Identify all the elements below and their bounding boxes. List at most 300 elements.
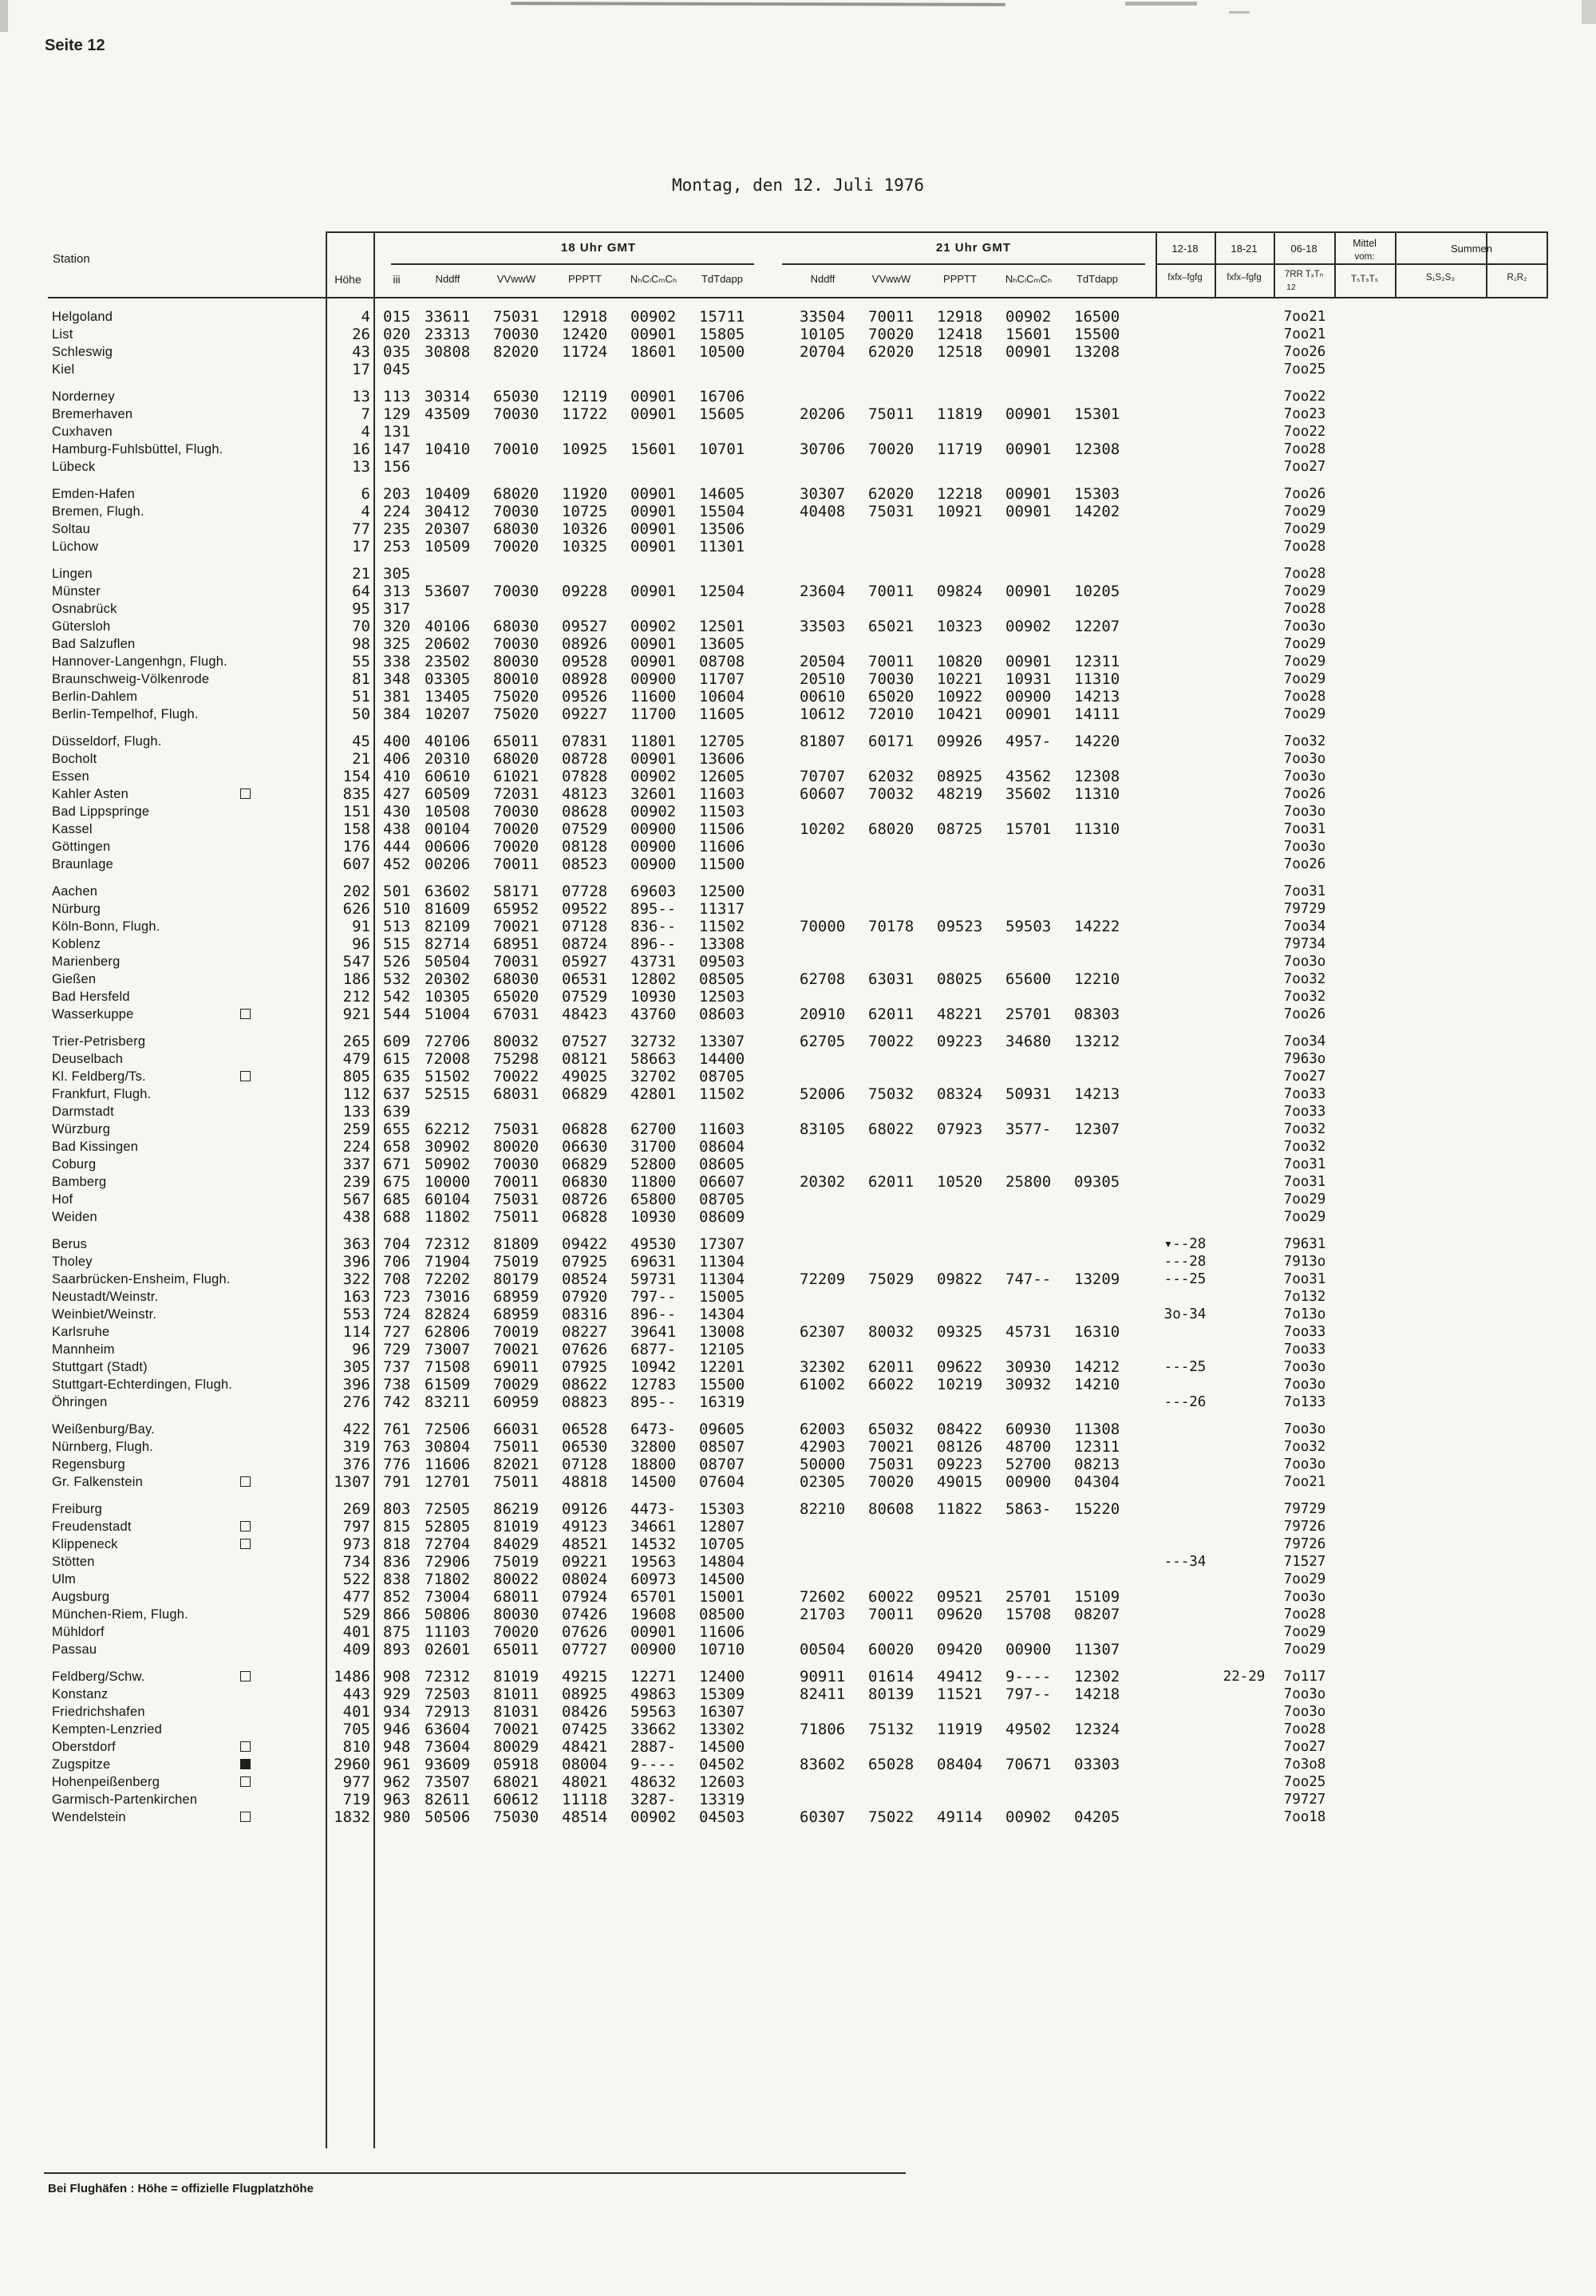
obs-18gmt-group5: 14304: [699, 1306, 745, 1323]
rr-06-18-value: 7oo26: [1283, 786, 1326, 802]
table-row: [48, 856, 1548, 873]
obs-18gmt-group5: 11506: [699, 820, 745, 838]
obs-21gmt-group1: 61002: [800, 1376, 846, 1393]
obs-21gmt-group1: 83602: [800, 1756, 846, 1773]
rr-06-18-value: 7oo3o: [1283, 1686, 1326, 1702]
obs-21gmt-group4: 00901: [1005, 485, 1052, 503]
table-row: [48, 1685, 1548, 1703]
table-row: [48, 503, 1548, 520]
obs-18gmt-group4: 00901: [630, 520, 677, 538]
rr-06-18-value: 7o117: [1283, 1669, 1326, 1685]
obs-21gmt-group1: 72209: [800, 1271, 846, 1288]
obs-21gmt-group1: 70000: [800, 918, 846, 935]
station-name: Weinbiet/Weinstr.: [52, 1307, 157, 1322]
obs-21gmt-group1: 23604: [800, 583, 846, 600]
obs-21gmt-group3: 49114: [937, 1808, 983, 1826]
obs-18gmt-group3: 08024: [562, 1571, 608, 1588]
obs-18gmt-group1: 63604: [425, 1721, 471, 1738]
obs-18gmt-group5: 10705: [699, 1535, 745, 1553]
table-row: [48, 361, 1548, 378]
rr-06-18-value: 7oo21: [1283, 1474, 1326, 1490]
station-group: [48, 388, 1548, 476]
station-name: Öhringen: [52, 1395, 108, 1409]
iii-value: 400: [383, 733, 411, 750]
obs-21gmt-group4: 15701: [1005, 820, 1052, 838]
obs-21gmt-group1: 20206: [800, 405, 846, 423]
table-row: [48, 1738, 1548, 1756]
obs-18gmt-group3: 07425: [562, 1721, 608, 1738]
hoehe-value: 259: [342, 1120, 370, 1138]
obs-21gmt-group1: 10202: [800, 820, 846, 838]
obs-21gmt-group5: 15220: [1074, 1500, 1120, 1518]
rr-06-18-value: 7oo29: [1283, 1191, 1326, 1207]
obs-21gmt-group2: 75031: [868, 1456, 915, 1473]
obs-21gmt-group1: 32302: [800, 1358, 846, 1376]
obs-18gmt-group3: 49025: [562, 1068, 608, 1085]
hoehe-value: 443: [342, 1685, 370, 1703]
table-row: [48, 970, 1548, 988]
station-symbol-icon: [240, 1776, 251, 1787]
obs-21gmt-group5: 16310: [1074, 1323, 1120, 1341]
table-row: [48, 653, 1548, 670]
obs-21gmt-group5: 15303: [1074, 485, 1120, 503]
table-row: [48, 485, 1548, 503]
obs-18gmt-group1: 72312: [425, 1235, 471, 1253]
scan-artifact: [1229, 11, 1250, 14]
iii-value: 803: [383, 1500, 411, 1518]
obs-21gmt-group4: 25701: [1005, 1006, 1052, 1023]
table-row: [48, 785, 1548, 803]
table-row: [48, 1120, 1548, 1138]
obs-18gmt-group1: 72906: [425, 1553, 471, 1571]
obs-18gmt-group3: 08523: [562, 856, 608, 873]
hoehe-value: 81: [352, 670, 370, 688]
rr-06-18-value: 7oo28: [1283, 1721, 1326, 1737]
weather-observation-table: [48, 231, 1548, 2148]
obs-18gmt-group4: 19608: [630, 1606, 677, 1623]
obs-21gmt-group1: 82210: [800, 1500, 846, 1518]
obs-18gmt-group3: 08128: [562, 838, 608, 856]
sub-header-fxfg-12-18: fxfx–fgfg: [1167, 273, 1203, 283]
col-header-nddff-18: Nddff: [435, 273, 460, 285]
obs-21gmt-group1: 71806: [800, 1721, 846, 1738]
table-row: [48, 1773, 1548, 1791]
station-name: Klippeneck: [52, 1537, 118, 1551]
obs-21gmt-group2: 63031: [868, 970, 915, 988]
obs-21gmt-group1: 20704: [800, 343, 846, 361]
table-row: [48, 538, 1548, 555]
station-name: Darmstadt: [52, 1105, 114, 1119]
hoehe-value: 154: [342, 768, 370, 785]
wind-12-18-value: ---34: [1163, 1554, 1207, 1570]
iii-value: 384: [383, 705, 411, 723]
obs-21gmt-group2: 75022: [868, 1808, 915, 1826]
iii-value: 637: [383, 1085, 411, 1103]
obs-18gmt-group1: 72706: [425, 1033, 471, 1050]
obs-21gmt-group3: 08725: [937, 820, 983, 838]
obs-18gmt-group4: 34661: [630, 1518, 677, 1535]
obs-21gmt-group3: 48221: [937, 1006, 983, 1023]
station-name: Soltau: [52, 522, 90, 536]
obs-18gmt-group4: 69603: [630, 883, 677, 900]
iii-value: 708: [383, 1271, 411, 1288]
obs-21gmt-group5: 14111: [1074, 705, 1120, 723]
obs-18gmt-group1: 51004: [425, 1006, 471, 1023]
obs-21gmt-group1: 00610: [800, 688, 846, 705]
obs-18gmt-group3: 08728: [562, 750, 608, 768]
obs-18gmt-group1: 72704: [425, 1535, 471, 1553]
station-name: Garmisch-Partenkirchen: [52, 1792, 198, 1807]
table-row: [48, 820, 1548, 838]
hoehe-value: 51: [352, 688, 370, 705]
station-group: [48, 1235, 1548, 1411]
obs-18gmt-group2: 75031: [493, 308, 539, 326]
obs-21gmt-group5: 14222: [1074, 918, 1120, 935]
obs-21gmt-group4: 00900: [1005, 1473, 1052, 1491]
rr-06-18-value: 7oo31: [1283, 1271, 1326, 1287]
obs-18gmt-group1: 30412: [425, 503, 471, 520]
obs-21gmt-group1: 90911: [800, 1668, 846, 1685]
obs-18gmt-group5: 11606: [699, 838, 745, 856]
table-row: [48, 838, 1548, 856]
iii-value: 818: [383, 1535, 411, 1553]
station-name: Cuxhaven: [52, 425, 113, 439]
obs-18gmt-group1: 52515: [425, 1085, 471, 1103]
station-symbol-icon: [240, 1539, 251, 1549]
obs-18gmt-group4: 59563: [630, 1703, 677, 1721]
obs-18gmt-group4: 58663: [630, 1050, 677, 1068]
obs-18gmt-group5: 08705: [699, 1191, 745, 1208]
obs-18gmt-group4: 18800: [630, 1456, 677, 1473]
obs-18gmt-group1: 72202: [425, 1271, 471, 1288]
iii-value: 836: [383, 1553, 411, 1571]
obs-21gmt-group5: 12207: [1074, 618, 1120, 635]
obs-18gmt-group1: 00104: [425, 820, 471, 838]
rr-06-18-value: 7oo28: [1283, 539, 1326, 555]
hoehe-value: 734: [342, 1553, 370, 1571]
obs-18gmt-group4: 15601: [630, 441, 677, 458]
table-row: [48, 1421, 1548, 1438]
obs-18gmt-group4: 11700: [630, 705, 677, 723]
obs-21gmt-group1: 02305: [800, 1473, 846, 1491]
hoehe-value: 401: [342, 1623, 370, 1641]
obs-21gmt-group1: 33504: [800, 308, 846, 326]
col-header-06-18: 06-18: [1290, 243, 1317, 255]
obs-18gmt-group3: 06531: [562, 970, 608, 988]
obs-18gmt-group4: 3287-: [630, 1791, 677, 1808]
obs-21gmt-group3: 09523: [937, 918, 983, 935]
obs-18gmt-group3: 48423: [562, 1006, 608, 1023]
station-name: Bamberg: [52, 1175, 107, 1189]
hoehe-value: 438: [342, 1208, 370, 1226]
obs-21gmt-group5: 12302: [1074, 1668, 1120, 1685]
table-row: [48, 405, 1548, 423]
obs-21gmt-group3: 10520: [937, 1173, 983, 1191]
station-name: Weißenburg/Bay.: [52, 1422, 155, 1436]
obs-18gmt-group5: 16319: [699, 1393, 745, 1411]
obs-18gmt-group2: 75030: [493, 1808, 539, 1826]
col-header-clouds-18: NₕCₗCₘCₕ: [630, 273, 678, 285]
rule-table-top: [326, 231, 1548, 233]
obs-18gmt-group1: 23502: [425, 653, 471, 670]
hoehe-value: 95: [352, 600, 370, 618]
obs-18gmt-group2: 82021: [493, 1456, 539, 1473]
obs-18gmt-group1: 12701: [425, 1473, 471, 1491]
iii-value: 544: [383, 1006, 411, 1023]
obs-18gmt-group3: 07727: [562, 1641, 608, 1658]
obs-21gmt-group3: 09622: [937, 1358, 983, 1376]
obs-18gmt-group1: 00606: [425, 838, 471, 856]
obs-18gmt-group2: 61021: [493, 768, 539, 785]
table-row: [48, 1341, 1548, 1358]
obs-18gmt-group5: 08705: [699, 1068, 745, 1085]
rr-06-18-value: 7oo32: [1283, 1439, 1326, 1455]
station-name: Stötten: [52, 1555, 95, 1569]
obs-18gmt-group1: 52805: [425, 1518, 471, 1535]
iii-value: 655: [383, 1120, 411, 1138]
iii-value: 704: [383, 1235, 411, 1253]
station-name: Regensburg: [52, 1457, 125, 1472]
station-name: Berlin-Tempelhof, Flugh.: [52, 707, 199, 721]
obs-18gmt-group5: 11603: [699, 1120, 745, 1138]
obs-21gmt-group2: 70030: [868, 670, 915, 688]
station-name: Karlsruhe: [52, 1325, 110, 1339]
hoehe-value: 21: [352, 565, 370, 583]
rr-06-18-value: 7oo33: [1283, 1086, 1326, 1102]
rule-col-12-18: [1156, 231, 1157, 297]
obs-18gmt-group3: 06830: [562, 1173, 608, 1191]
hoehe-value: 55: [352, 653, 370, 670]
obs-21gmt-group4: 30930: [1005, 1358, 1052, 1376]
station-name: Mühldorf: [52, 1625, 105, 1639]
obs-18gmt-group3: 11118: [562, 1791, 608, 1808]
station-name: Bremen, Flugh.: [52, 504, 144, 519]
obs-18gmt-group5: 11304: [699, 1253, 745, 1271]
obs-18gmt-group2: 80030: [493, 1606, 539, 1623]
obs-21gmt-group5: 11310: [1074, 785, 1120, 803]
obs-21gmt-group4: 25701: [1005, 1588, 1052, 1606]
obs-18gmt-group2: 70030: [493, 803, 539, 820]
obs-18gmt-group5: 13319: [699, 1791, 745, 1808]
obs-18gmt-group3: 48123: [562, 785, 608, 803]
obs-18gmt-group1: 62212: [425, 1120, 471, 1138]
station-name: Münster: [52, 584, 101, 599]
hoehe-value: 1832: [334, 1808, 370, 1826]
obs-18gmt-group2: 68030: [493, 970, 539, 988]
table-row: [48, 705, 1548, 723]
obs-18gmt-group4: 14500: [630, 1473, 677, 1491]
rr-06-18-value: 71527: [1283, 1554, 1326, 1570]
iii-value: 510: [383, 900, 411, 918]
station-name: München-Riem, Flugh.: [52, 1607, 188, 1622]
iii-value: 338: [383, 653, 411, 670]
wind-12-18-value: 3o-34: [1163, 1306, 1207, 1322]
obs-18gmt-group2: 70020: [493, 820, 539, 838]
table-row: [48, 883, 1548, 900]
obs-18gmt-group2: 60959: [493, 1393, 539, 1411]
obs-18gmt-group5: 17307: [699, 1235, 745, 1253]
obs-18gmt-group2: 75020: [493, 705, 539, 723]
obs-21gmt-group2: 70011: [868, 1606, 915, 1623]
iii-value: 671: [383, 1156, 411, 1173]
col-header-mittel-vom: vom:: [1354, 252, 1375, 262]
obs-18gmt-group4: 00901: [630, 653, 677, 670]
obs-18gmt-group3: 07529: [562, 820, 608, 838]
col-header-vvwww-21: VVwwW: [871, 273, 911, 285]
station-name: Stuttgart (Stadt): [52, 1360, 148, 1374]
obs-18gmt-group1: 72312: [425, 1668, 471, 1685]
obs-21gmt-group4: 00901: [1005, 705, 1052, 723]
station-symbol-icon: [240, 788, 251, 799]
station-name: Hohenpeißenberg: [52, 1775, 160, 1789]
obs-18gmt-group4: 18601: [630, 343, 677, 361]
rr-06-18-value: 7oo32: [1283, 733, 1326, 749]
hoehe-value: 64: [352, 583, 370, 600]
obs-21gmt-group3: 09521: [937, 1588, 983, 1606]
obs-18gmt-group3: 07128: [562, 918, 608, 935]
rr-06-18-value: 7oo29: [1283, 583, 1326, 599]
sub-header-fxfg-18-21: fxfx–fgfg: [1227, 273, 1262, 283]
station-name: Emden-Hafen: [52, 487, 136, 501]
station-name: Mannheim: [52, 1342, 115, 1357]
iii-value: 020: [383, 326, 411, 343]
obs-21gmt-group5: 14212: [1074, 1358, 1120, 1376]
iii-value: 635: [383, 1068, 411, 1085]
obs-18gmt-group5: 12807: [699, 1518, 745, 1535]
iii-value: 727: [383, 1323, 411, 1341]
wind-12-18-value: ▾--28: [1163, 1236, 1207, 1252]
station-group: [48, 565, 1548, 723]
rr-06-18-value: 79729: [1283, 901, 1326, 917]
col-header-summen: Summen: [1450, 243, 1493, 255]
station-name: Berus: [52, 1237, 88, 1251]
hoehe-value: 422: [342, 1421, 370, 1438]
obs-18gmt-group1: 30808: [425, 343, 471, 361]
obs-18gmt-group4: 49863: [630, 1685, 677, 1703]
iii-value: 035: [383, 343, 411, 361]
hoehe-value: 21: [352, 750, 370, 768]
station-name: Feldberg/Schw.: [52, 1670, 145, 1684]
obs-18gmt-group4: 00901: [630, 1623, 677, 1641]
rr-06-18-value: 7o13o: [1283, 1306, 1326, 1322]
obs-18gmt-group2: 70030: [493, 635, 539, 653]
obs-18gmt-group4: 00901: [630, 583, 677, 600]
obs-21gmt-group3: 48219: [937, 785, 983, 803]
obs-18gmt-group1: 93609: [425, 1756, 471, 1773]
obs-21gmt-group5: 12308: [1074, 441, 1120, 458]
table-row: [48, 1376, 1548, 1393]
table-row: [48, 1173, 1548, 1191]
obs-21gmt-group1: 62705: [800, 1033, 846, 1050]
obs-21gmt-group4: 43562: [1005, 768, 1052, 785]
obs-21gmt-group1: 20504: [800, 653, 846, 670]
obs-18gmt-group5: 15805: [699, 326, 745, 343]
obs-21gmt-group1: 50000: [800, 1456, 846, 1473]
obs-21gmt-group4: 747--: [1005, 1271, 1052, 1288]
obs-18gmt-group5: 13605: [699, 635, 745, 653]
obs-18gmt-group5: 08507: [699, 1438, 745, 1456]
obs-18gmt-group5: 08505: [699, 970, 745, 988]
obs-18gmt-group4: 00902: [630, 803, 677, 820]
iii-value: 963: [383, 1791, 411, 1808]
obs-21gmt-group5: 09305: [1074, 1173, 1120, 1191]
obs-18gmt-group5: 11304: [699, 1271, 745, 1288]
obs-18gmt-group4: 65800: [630, 1191, 677, 1208]
rule-under-18gmt: [391, 263, 754, 265]
obs-18gmt-group2: 75019: [493, 1553, 539, 1571]
rr-06-18-value: 7oo3o: [1283, 769, 1326, 784]
station-name: Berlin-Dahlem: [52, 690, 138, 704]
table-row: [48, 1606, 1548, 1623]
station-name: Konstanz: [52, 1687, 109, 1701]
obs-21gmt-group2: 65021: [868, 618, 915, 635]
obs-18gmt-group2: 68030: [493, 618, 539, 635]
obs-18gmt-group5: 12705: [699, 733, 745, 750]
obs-21gmt-group5: 03303: [1074, 1756, 1120, 1773]
iii-value: 532: [383, 970, 411, 988]
obs-21gmt-group3: 11919: [937, 1721, 983, 1738]
obs-18gmt-group1: 00206: [425, 856, 471, 873]
hoehe-value: 973: [342, 1535, 370, 1553]
sub-header-mittel: TₛTₛTₛ: [1351, 275, 1378, 284]
hoehe-value: 202: [342, 883, 370, 900]
hoehe-value: 91: [352, 918, 370, 935]
obs-18gmt-group2: 75011: [493, 1438, 539, 1456]
rr-06-18-value: 7oo29: [1283, 654, 1326, 670]
obs-18gmt-group5: 08609: [699, 1208, 745, 1226]
obs-18gmt-group5: 08708: [699, 653, 745, 670]
obs-18gmt-group1: 72505: [425, 1500, 471, 1518]
hoehe-value: 114: [342, 1323, 370, 1341]
iii-value: 313: [383, 583, 411, 600]
obs-18gmt-group3: 08524: [562, 1271, 608, 1288]
obs-18gmt-group3: 08426: [562, 1703, 608, 1721]
obs-21gmt-group4: 00902: [1005, 308, 1052, 326]
obs-18gmt-group2: 70029: [493, 1376, 539, 1393]
obs-18gmt-group3: 09126: [562, 1500, 608, 1518]
obs-18gmt-group2: 86219: [493, 1500, 539, 1518]
obs-18gmt-group5: 08500: [699, 1606, 745, 1623]
obs-18gmt-group5: 15711: [699, 308, 745, 326]
iii-value: 325: [383, 635, 411, 653]
obs-18gmt-group1: 60104: [425, 1191, 471, 1208]
obs-18gmt-group5: 10604: [699, 688, 745, 705]
iii-value: 761: [383, 1421, 411, 1438]
obs-18gmt-group4: 10930: [630, 1208, 677, 1226]
station-name: Kempten-Lenzried: [52, 1722, 163, 1737]
obs-18gmt-group3: 09527: [562, 618, 608, 635]
iii-value: 961: [383, 1756, 411, 1773]
obs-18gmt-group3: 09228: [562, 583, 608, 600]
obs-18gmt-group1: 73004: [425, 1588, 471, 1606]
iii-value: 738: [383, 1376, 411, 1393]
col-header-tdtd-18: TdTdapp: [701, 273, 744, 285]
station-group: [48, 308, 1548, 378]
obs-21gmt-group5: 15500: [1074, 326, 1120, 343]
hoehe-value: 1486: [334, 1668, 370, 1685]
table-row: [48, 1473, 1548, 1491]
obs-21gmt-group4: 3577-: [1005, 1120, 1052, 1138]
obs-18gmt-group5: 11503: [699, 803, 745, 820]
obs-18gmt-group3: 06828: [562, 1120, 608, 1138]
obs-18gmt-group3: 07831: [562, 733, 608, 750]
table-header: [48, 231, 1548, 297]
obs-18gmt-group5: 14400: [699, 1050, 745, 1068]
rr-06-18-value: 7oo26: [1283, 1006, 1326, 1022]
obs-18gmt-group5: 12105: [699, 1341, 745, 1358]
station-name: Passau: [52, 1642, 97, 1657]
obs-18gmt-group1: 20307: [425, 520, 471, 538]
